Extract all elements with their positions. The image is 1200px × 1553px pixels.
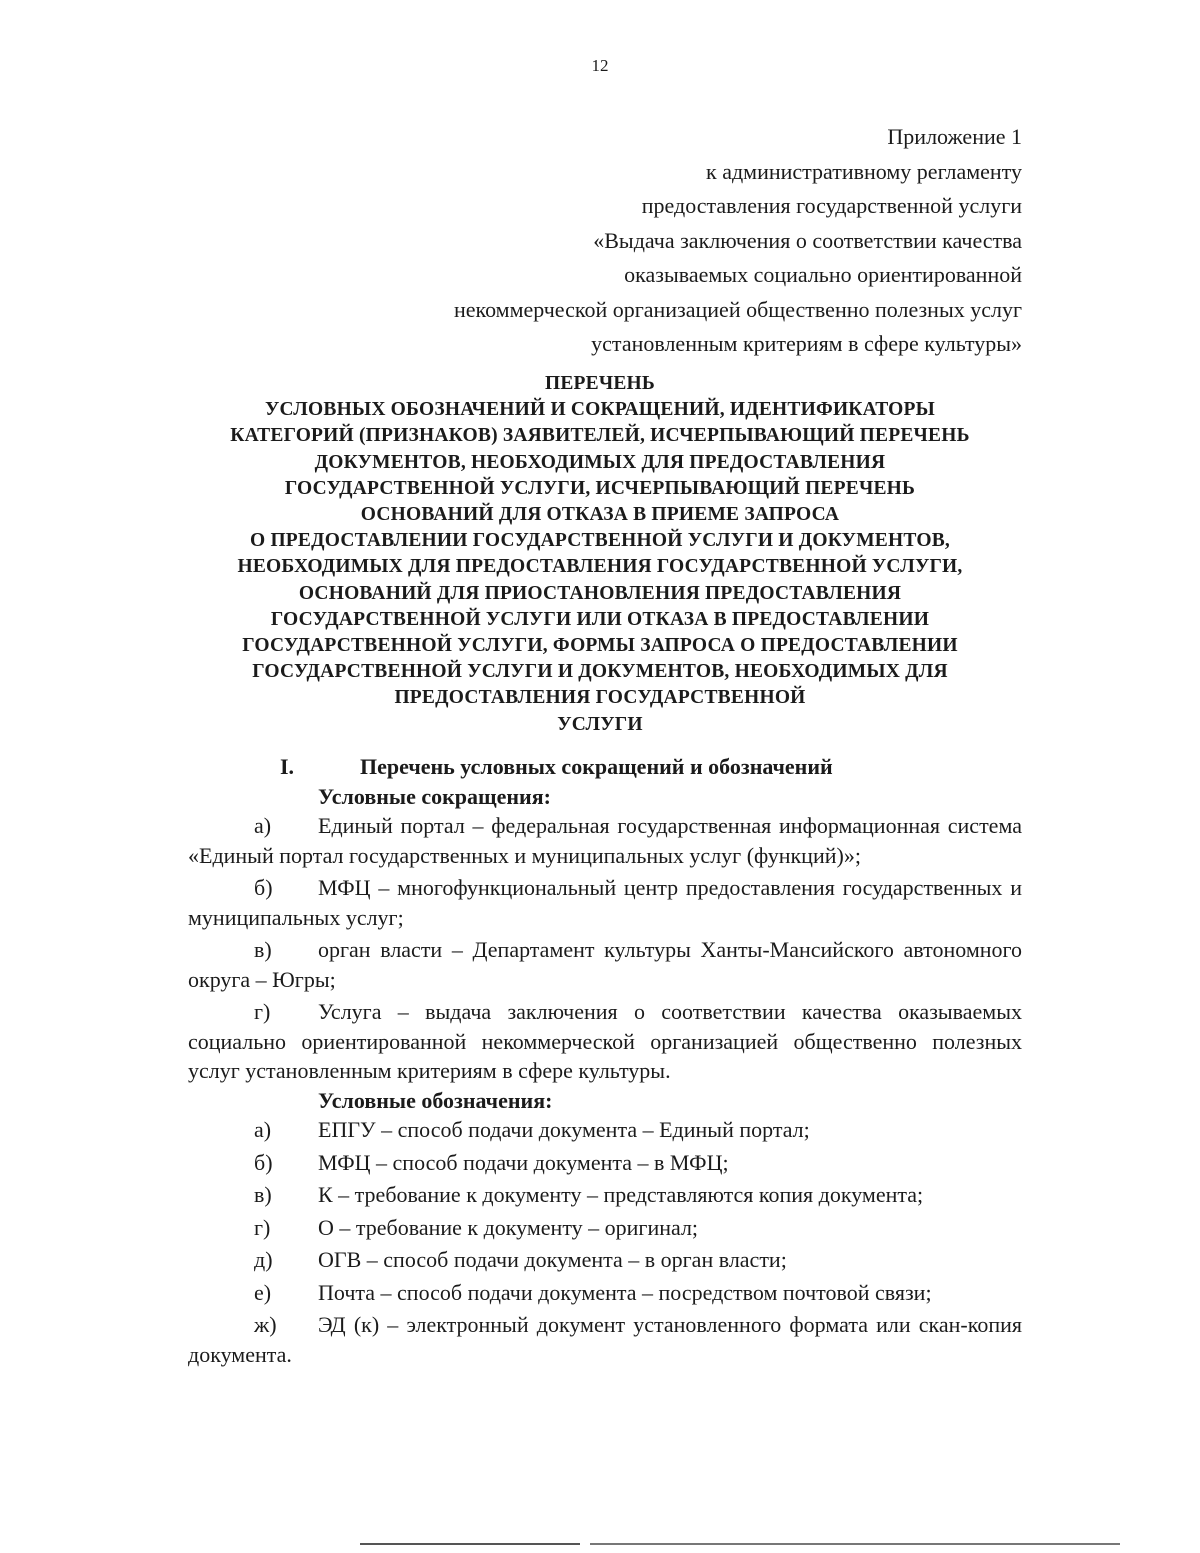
abbreviation-item	[188, 873, 1022, 932]
title-line: УСЛУГИ	[557, 713, 643, 735]
page-number: 12	[591, 56, 609, 75]
title-line: ОСНОВАНИЙ ДЛЯ ПРИОСТАНОВЛЕНИЯ ПРЕДОСТАВЛЕНИЯ	[298, 582, 902, 604]
item-letter: ж)	[254, 1312, 277, 1337]
designation-item	[188, 1180, 1022, 1210]
footer-rule	[360, 1543, 580, 1545]
title-line: НЕОБХОДИМЫХ ДЛЯ ПРЕДОСТАВЛЕНИЯ ГОСУДАРСТВЕННОЙ УСЛУГИ,	[237, 556, 963, 578]
item-letter: в)	[254, 937, 272, 962]
designation-item	[188, 1278, 1022, 1308]
section-heading	[188, 752, 1022, 782]
title-line: ДОКУМЕНТОВ, НЕОБХОДИМЫХ ДЛЯ ПРЕДОСТАВЛЕНИЯ	[314, 451, 886, 473]
footer-rule	[590, 1543, 1120, 1545]
item-text: Услуга – выдача заключения о соответствии качества оказываемых социально ориентированной некоммерческой организацией общественно полезных услуг установленным критериям в сфере культуры.	[188, 999, 1022, 1083]
item-text: Единый портал – федеральная государственная информационная система «Единый портал государственных и муниципальных услуг (функций)»;	[188, 813, 1022, 868]
abbreviation-item	[188, 811, 1022, 870]
item-text: ЕПГУ – способ подачи документа – Единый портал;	[318, 1117, 810, 1142]
title-line: ГОСУДАРСТВЕННОЙ УСЛУГИ И ДОКУМЕНТОВ, НЕОБХОДИМЫХ ДЛЯ	[252, 661, 948, 683]
appendix-line: к административному регламенту	[706, 158, 1022, 184]
item-letter: д)	[254, 1247, 273, 1272]
title-line: ГОСУДАРСТВЕННОЙ УСЛУГИ, ИСЧЕРПЫВАЮЩИЙ ПЕРЕЧЕНЬ	[284, 477, 916, 499]
appendix-line: Приложение 1	[887, 124, 1022, 149]
appendix-line: предоставления государственной услуги	[641, 193, 1022, 218]
item-letter: а)	[254, 813, 272, 838]
item-letter: г)	[254, 999, 271, 1024]
abbreviation-item	[188, 935, 1022, 994]
title-line: ПЕРЕЧЕНЬ	[544, 373, 656, 394]
item-text: ОГВ – способ подачи документа – в орган власти;	[318, 1247, 787, 1272]
abbreviation-item	[188, 997, 1022, 1086]
appendix-line: установленным критериям в сфере культуры»	[591, 331, 1022, 356]
document-title	[150, 371, 1050, 738]
item-text: МФЦ – многофункциональный центр предоставления государственных и муниципальных услуг;	[188, 875, 1022, 930]
item-letter: в)	[254, 1182, 272, 1207]
item-letter: г)	[254, 1214, 271, 1240]
title-line: ПРЕДОСТАВЛЕНИЯ ГОСУДАРСТВЕННОЙ	[394, 687, 806, 709]
item-text: Почта – способ подачи документа – посредством почтовой связи;	[318, 1279, 932, 1305]
designation-item	[188, 1213, 1022, 1243]
section-heading-text: Перечень условных сокращений и обозначений	[360, 754, 833, 779]
appendix-line: некоммерческой организацией общественно полезных услуг	[453, 296, 1022, 322]
title-line: ГОСУДАРСТВЕННОЙ УСЛУГИ ИЛИ ОТКАЗА В ПРЕДОСТАВЛЕНИИ	[270, 608, 930, 630]
appendix-header	[262, 120, 1022, 362]
document-body	[188, 752, 1022, 1369]
designations-heading: Условные обозначения:	[318, 1087, 553, 1113]
item-letter: б)	[254, 875, 273, 900]
appendix-line: оказываемых социально ориентированной	[624, 262, 1022, 287]
title-line: УСЛОВНЫХ ОБОЗНАЧЕНИЙ И СОКРАЩЕНИЙ, ИДЕНТИФИКАТОРЫ	[265, 399, 935, 421]
title-line: О ПРЕДОСТАВЛЕНИИ ГОСУДАРСТВЕННОЙ УСЛУГИ И ДОКУМЕНТОВ,	[250, 530, 950, 552]
item-letter: а)	[254, 1117, 272, 1142]
designation-item	[188, 1115, 1022, 1145]
item-text: О – требование к документу – оригинал;	[318, 1214, 699, 1240]
designation-item	[188, 1148, 1022, 1178]
title-line: ГОСУДАРСТВЕННОЙ УСЛУГИ, ФОРМЫ ЗАПРОСА О ПРЕДОСТАВЛЕНИИ	[242, 635, 958, 657]
item-letter: е)	[254, 1279, 272, 1305]
designation-item	[188, 1310, 1022, 1369]
title-line: ОСНОВАНИЙ ДЛЯ ОТКАЗА В ПРИЕМЕ ЗАПРОСА	[360, 504, 840, 526]
item-text: ЭД (к) – электронный документ установленного формата или скан-копия документа.	[188, 1312, 1022, 1367]
designation-item	[188, 1245, 1022, 1275]
item-letter: б)	[254, 1149, 273, 1175]
item-text: К – требование к документу – представляются копия документа;	[318, 1182, 924, 1207]
title-line: КАТЕГОРИЙ (ПРИЗНАКОВ) ЗАЯВИТЕЛЕЙ, ИСЧЕРПЫВАЮЩИЙ ПЕРЕЧЕНЬ	[230, 425, 970, 447]
appendix-line: «Выдача заключения о соответствии качества	[593, 227, 1022, 253]
item-text: МФЦ – способ подачи документа – в МФЦ;	[318, 1149, 729, 1175]
section-number: I.	[280, 754, 295, 779]
item-text: орган власти – Департамент культуры Ханты-Мансийского автономного округа – Югры;	[188, 937, 1022, 992]
abbreviations-heading: Условные сокращения:	[318, 783, 551, 809]
